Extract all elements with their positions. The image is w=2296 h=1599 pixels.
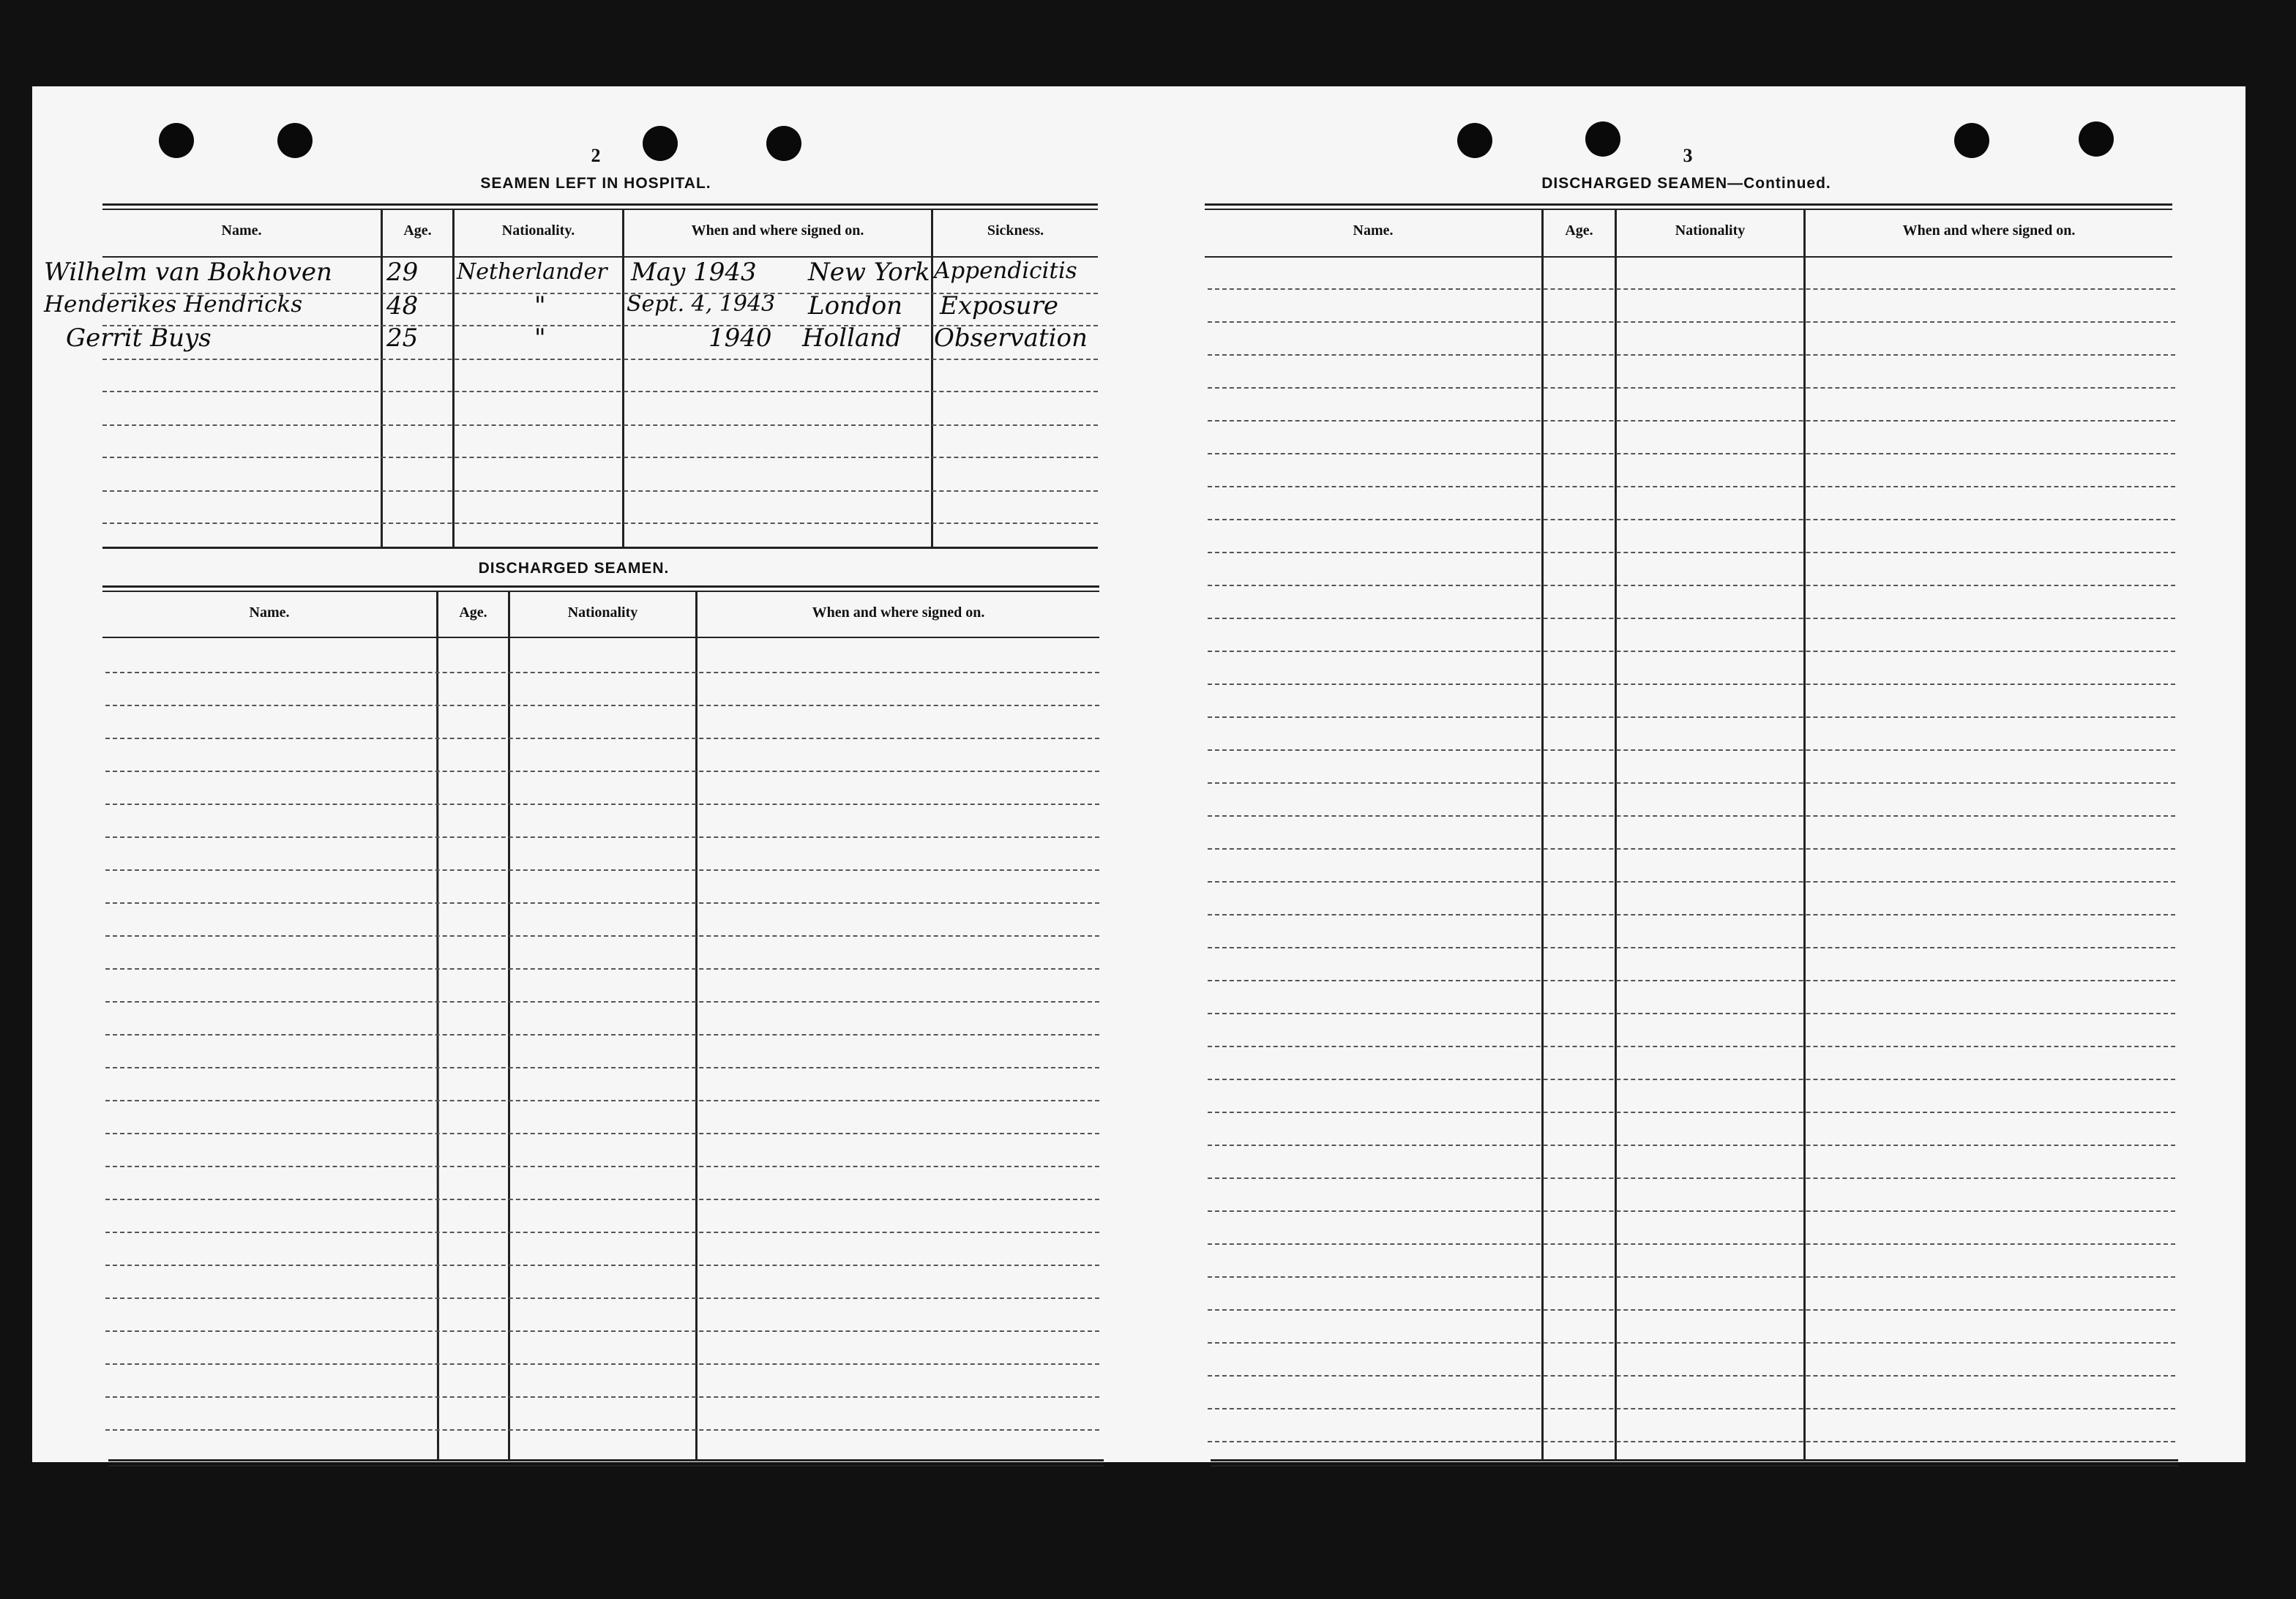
ruled-line: [105, 836, 1099, 838]
ruled-line: [105, 738, 1099, 739]
seaman-age: 48: [386, 291, 419, 321]
binder-hole: [1457, 123, 1492, 158]
binder-hole: [159, 123, 194, 158]
page-number: 3: [1683, 145, 1693, 166]
ruled-line: [1208, 914, 2175, 915]
ruled-line: [105, 902, 1099, 904]
seaman-nationality: ": [534, 291, 546, 321]
seaman-age: 25: [386, 323, 419, 353]
ruled-line: [1208, 1210, 2175, 1212]
ruled-line: [105, 1232, 1099, 1233]
column-header: Nationality: [567, 604, 638, 621]
ruled-line: [105, 1297, 1099, 1299]
signed-on-date: 1940: [708, 323, 772, 353]
seaman-name: Wilhelm van Bokhoven: [44, 258, 332, 287]
ruled-line: [105, 1034, 1099, 1036]
ruled-line: [1208, 684, 2175, 685]
ruled-line: [1208, 980, 2175, 981]
signed-on-place: New York: [808, 258, 930, 287]
column-header: Nationality: [1675, 222, 1746, 239]
ruled-line: [105, 935, 1099, 937]
ruled-line: [1208, 519, 2175, 520]
ruled-line: [1208, 1441, 2175, 1442]
ruled-line: [1208, 1276, 2175, 1278]
column-header: Name.: [221, 222, 262, 239]
column-header: Age.: [403, 222, 432, 239]
ruled-line: [1208, 651, 2175, 652]
ruled-line: [1208, 1177, 2175, 1179]
page-number: 2: [591, 145, 601, 166]
ruled-line: [105, 1363, 1099, 1365]
ruled-line: [1208, 486, 2175, 487]
ruled-line: [1208, 321, 2175, 323]
ruled-line: [105, 1166, 1099, 1167]
ruled-line: [1208, 947, 2175, 948]
seaman-nationality: Netherlander: [457, 259, 607, 285]
ruled-line: [1208, 782, 2175, 784]
ruled-line: [1208, 1342, 2175, 1344]
binder-hole: [766, 126, 801, 161]
ruled-line: [1208, 815, 2175, 817]
ruled-line: [1208, 552, 2175, 553]
ruled-line: [1208, 453, 2175, 454]
column-header: When and where signed on.: [812, 604, 985, 621]
ruled-line: [1208, 749, 2175, 751]
binder-hole: [2079, 121, 2114, 157]
ruled-line: [105, 1133, 1099, 1134]
sickness: Exposure: [940, 291, 1058, 321]
section-title-discharged-continued: DISCHARGED SEAMEN—Continued.: [1541, 175, 1831, 192]
ruled-line: [1208, 288, 2175, 290]
seaman-age: 29: [386, 258, 419, 287]
signed-on-place: London: [808, 291, 903, 321]
ruled-line: [1208, 1309, 2175, 1311]
column-header: When and where signed on.: [691, 222, 864, 239]
column-header: Name.: [249, 604, 290, 621]
ruled-line: [1208, 716, 2175, 718]
ruled-line: [1208, 354, 2175, 356]
ruled-line: [1208, 1046, 2175, 1047]
signed-on-date: Sept. 4, 1943: [627, 291, 776, 317]
ruled-line: [105, 968, 1099, 970]
binder-hole: [1585, 121, 1620, 157]
binder-hole: [277, 123, 313, 158]
column-header: Sickness.: [987, 222, 1044, 239]
column-header: Age.: [1565, 222, 1593, 239]
ruled-line: [1208, 387, 2175, 389]
seaman-name: Henderikes Hendricks: [44, 291, 303, 318]
ruled-line: [1208, 1079, 2175, 1080]
ruled-line: [1208, 1145, 2175, 1146]
sickness: Appendicitis: [934, 258, 1077, 284]
ruled-line: [105, 1001, 1099, 1003]
ruled-line: [105, 1100, 1099, 1101]
seaman-nationality: ": [534, 323, 546, 353]
sickness: Observation: [934, 323, 1088, 353]
continued-note: CONTINUED ON NEXT PAGE.: [886, 1475, 1025, 1486]
ruled-line: [1208, 1375, 2175, 1377]
ruled-line: [105, 1429, 1099, 1431]
signed-on-place: Holland: [802, 323, 902, 353]
seaman-name: Gerrit Buys: [66, 323, 212, 353]
column-header: Age.: [459, 604, 487, 621]
ruled-line: [105, 869, 1099, 871]
ruled-line: [1208, 1112, 2175, 1113]
signed-on-date: May 1943: [631, 258, 757, 287]
section-title-discharged: DISCHARGED SEAMEN.: [478, 560, 670, 577]
ruled-line: [105, 771, 1099, 772]
ruled-line: [105, 672, 1099, 673]
ruled-line: [105, 1396, 1099, 1398]
ruled-line: [1208, 585, 2175, 586]
column-header: Name.: [1353, 222, 1394, 239]
ledger-sheet: [32, 86, 2245, 1486]
ruled-line: [1208, 848, 2175, 850]
ruled-line: [1208, 1408, 2175, 1409]
column-header: When and where signed on.: [1902, 222, 2076, 239]
ruled-line: [1208, 1243, 2175, 1245]
ruled-line: [105, 1265, 1099, 1266]
ruled-line: [105, 1330, 1099, 1332]
ruled-line: [1208, 1013, 2175, 1014]
binder-hole: [1954, 123, 1989, 158]
ruled-line: [105, 804, 1099, 805]
ruled-line: [105, 705, 1099, 706]
ruled-line: [105, 1067, 1099, 1068]
ruled-line: [105, 1199, 1099, 1200]
section-title-hospital: SEAMEN LEFT IN HOSPITAL.: [480, 175, 711, 192]
ruled-line: [1208, 420, 2175, 422]
binder-hole: [643, 126, 678, 161]
ruled-line: [1208, 881, 2175, 883]
ruled-line: [1208, 618, 2175, 619]
column-header: Nationality.: [501, 222, 575, 239]
